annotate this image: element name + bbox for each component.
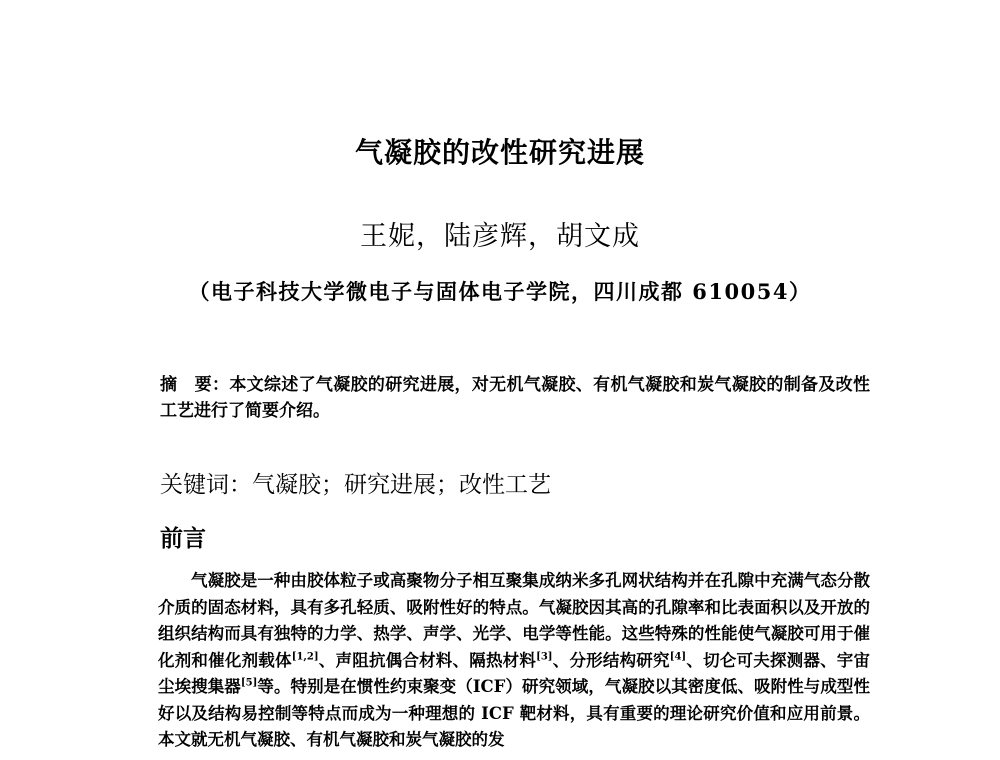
abstract-text: 本文综述了气凝胶的研究进展，对无机气凝胶、有机气凝胶和炭气凝胶的制备及改性工艺进行了简要介绍。 bbox=[160, 375, 871, 421]
paragraph-segment: 、分形结构研究 bbox=[552, 650, 670, 670]
citation: [3] bbox=[536, 651, 553, 662]
paragraph-segment: 、声阻抗偶合材料、隔热材料 bbox=[318, 650, 537, 670]
citation: [4] bbox=[669, 651, 687, 662]
paragraph-segment: 气凝胶是一种由胶体粒子或高聚物分子相互聚集成纳米多孔网状结构并在孔隙中充满气态分散介质的固态材料，具有多孔轻质、吸附性好的特点。气凝胶因其高的孔隙率和比表面积以及开放的组织结构而具有独特的力学、热学、声学、光学、电学等性能。这些特殊的性能使气凝胶可用于催化剂和催化剂载体 bbox=[158, 571, 870, 670]
citation: [5] bbox=[240, 677, 258, 689]
paragraph-segment: 、切仑可夫探测器、宇宙尘埃搜集器 bbox=[158, 650, 871, 696]
keywords-label: 关键词： bbox=[160, 472, 252, 498]
author-affiliation: （电子科技大学微电子与固体电子学院，四川成都 610054） bbox=[188, 279, 812, 304]
keywords-text: 气凝胶；研究进展；改性工艺 bbox=[252, 472, 551, 498]
section-heading-preface: 前言 bbox=[160, 525, 206, 552]
preface-paragraph bbox=[158, 568, 870, 754]
abstract bbox=[160, 372, 870, 424]
citation: [1,2] bbox=[291, 651, 319, 662]
author-list: 王妮，陆彦辉，胡文成 bbox=[360, 221, 640, 252]
paragraph-segment: 等。特别是在惯性约束聚变（ICF）研究领域，气凝胶以其密度低、吸附性与成型性好以及结构易控制等特点而成为一种理想的 ICF 靶材料，具有重要的理论研究价值和应用前景。本文就无机气凝胶、有机气凝胶和炭气凝胶的发 bbox=[158, 677, 870, 749]
paper-title: 气凝胶的改性研究进展 bbox=[354, 136, 645, 169]
abstract-label: 摘 要： bbox=[160, 375, 230, 395]
keywords bbox=[160, 466, 880, 499]
